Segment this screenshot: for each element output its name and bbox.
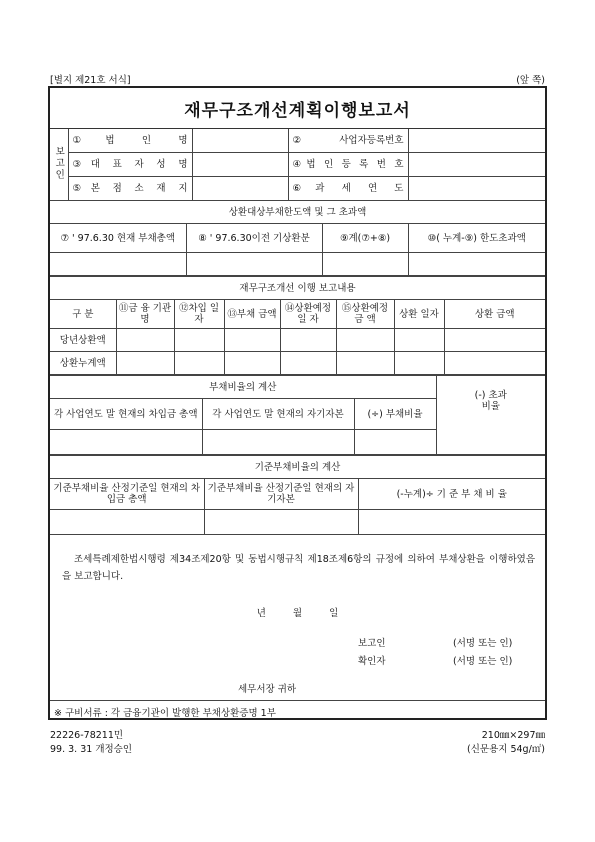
- rep-name-field[interactable]: [192, 153, 288, 177]
- total-debt-field[interactable]: [50, 253, 186, 276]
- equity-field[interactable]: [202, 430, 354, 455]
- base-borrowing-field[interactable]: [50, 510, 204, 535]
- title-row: [50, 88, 545, 129]
- attachment-note: ※ 구비서류 : 각 금융기관이 발행한 부채상환증명 1부: [54, 708, 276, 719]
- report-form: [48, 86, 547, 720]
- cell[interactable]: [394, 329, 444, 352]
- reporter-group-label: [50, 129, 68, 201]
- row-label-cumulative: 상환누계액: [50, 352, 116, 375]
- rep-name-label: ③대 표 자 성 명: [68, 153, 192, 177]
- limit-excess-header: ⑩( 누계-⑨) 한도초과액: [408, 224, 545, 253]
- total-borrowing-field[interactable]: [50, 430, 202, 455]
- cell[interactable]: [224, 352, 280, 375]
- base-debt-ratio-field[interactable]: [358, 510, 545, 535]
- corp-reg-no-field[interactable]: [408, 153, 545, 177]
- base-borrowing-header: 기준부채비율 산정기준일 현재의 차입금 총액: [50, 479, 204, 510]
- hq-address-label: ⑤본 점 소 재 지: [68, 177, 192, 201]
- total-debt-header: ⑦ ' 97.6.30 현재 부채총액: [50, 224, 186, 253]
- hq-address-field[interactable]: [192, 177, 288, 201]
- excess-ratio-header: [436, 376, 545, 455]
- reporter-table: [50, 129, 545, 201]
- total-borrowing-header: 각 사업연도 말 현재의 차입금 총액: [50, 399, 202, 430]
- ratio-section-title: 부채비율의 계산: [50, 376, 436, 399]
- biz-reg-no-field[interactable]: [408, 129, 545, 153]
- signer-reporter-sign[interactable]: (서명 또는 인): [453, 638, 513, 649]
- base-ratio-section-title: 기준부채비율의 계산: [50, 456, 545, 479]
- base-ratio-table: [50, 455, 545, 535]
- report-date: 년 월 일: [256, 608, 339, 619]
- cell[interactable]: [336, 352, 394, 375]
- repay-date-header: 상환 일자: [394, 300, 444, 329]
- corp-name-label: ①법 인 명: [68, 129, 192, 153]
- excess-ratio-label: (-) 초과비율: [474, 390, 507, 412]
- signer-reporter-role: 보고인: [358, 638, 386, 649]
- biz-reg-no-label: ②사업자등록번호: [288, 129, 408, 153]
- ratio-table: [50, 375, 545, 455]
- statement-area: [50, 535, 545, 701]
- addressee: 세무서장 귀하: [238, 684, 297, 695]
- cell[interactable]: [444, 352, 545, 375]
- base-equity-field[interactable]: [204, 510, 358, 535]
- category-header: 구 분: [50, 300, 116, 329]
- table-row: [50, 329, 545, 352]
- cell[interactable]: [444, 329, 545, 352]
- sum-header: ⑨계(⑦+⑧): [322, 224, 408, 253]
- borrow-date-header: ⑫차입 일자: [174, 300, 224, 329]
- limit-table: [50, 201, 545, 276]
- base-debt-ratio-header: (-누계)÷ 기 준 부 채 비 율: [358, 479, 545, 510]
- planned-date-header: ⑭상환예정 일 자: [280, 300, 336, 329]
- row-label-current-year: 당년상환액: [50, 329, 116, 352]
- page-side: (앞 쪽): [516, 75, 545, 86]
- reporter-label: 보고인: [53, 145, 65, 181]
- cell[interactable]: [280, 329, 336, 352]
- performance-table: [50, 276, 545, 375]
- table-row: [50, 352, 545, 375]
- paper-type: (신문용지 54g/㎡): [467, 744, 545, 755]
- form-number: [별지 제21호 서식]: [50, 75, 131, 86]
- prior-repaid-header: ⑧ ' 97.6.30이전 기상환분: [186, 224, 322, 253]
- limit-section-title: 상환대상부채한도액 및 그 초과액: [50, 201, 545, 224]
- signer-confirmer: [358, 653, 386, 667]
- debt-ratio-header: (÷) 부채비율: [354, 399, 436, 430]
- debt-amount-header: ⑬부채 금액: [224, 300, 280, 329]
- paper-size: 210㎜×297㎜: [481, 730, 545, 741]
- signer-reporter: [358, 635, 386, 649]
- planned-amount-header: ⑮상환예정 금 액: [336, 300, 394, 329]
- cell[interactable]: [224, 329, 280, 352]
- corp-reg-no-label: ④법 인 등 록 번 호: [288, 153, 408, 177]
- cell[interactable]: [174, 352, 224, 375]
- cell[interactable]: [116, 329, 174, 352]
- prior-repaid-field[interactable]: [186, 253, 322, 276]
- debt-ratio-field[interactable]: [354, 430, 436, 455]
- signer-confirmer-sign[interactable]: (서명 또는 인): [453, 656, 513, 667]
- base-equity-header: 기준부채비율 산정기준일 현재의 자기자본: [204, 479, 358, 510]
- bank-name-header: ⑪금 융 기관명: [116, 300, 174, 329]
- page-title: 재무구조개선계획이행보고서: [184, 100, 411, 121]
- cell[interactable]: [280, 352, 336, 375]
- signer-confirmer-role: 확인자: [358, 656, 386, 667]
- equity-header: 각 사업연도 말 현재의 자기자본: [202, 399, 354, 430]
- form-code: 22226-78211민: [50, 730, 124, 741]
- corp-name-field[interactable]: [192, 129, 288, 153]
- cell[interactable]: [116, 352, 174, 375]
- cell[interactable]: [336, 329, 394, 352]
- tax-year-field[interactable]: [408, 177, 545, 201]
- repay-amount-header: 상환 금액: [444, 300, 545, 329]
- cell[interactable]: [394, 352, 444, 375]
- approval-date: 99. 3. 31 개정승인: [50, 744, 133, 755]
- cell[interactable]: [174, 329, 224, 352]
- sum-field[interactable]: [322, 253, 408, 276]
- limit-excess-field[interactable]: [408, 253, 545, 276]
- statement-body: 조세특례제한법시행령 제34조제20항 및 동법시행규칙 제18조제6항의 규정에 의하여 부채상환을 이행하였음을 보고합니다.: [62, 554, 535, 582]
- performance-section-title: 재무구조개선 이행 보고내용: [50, 277, 545, 300]
- tax-year-label: ⑥과 세 연 도: [288, 177, 408, 201]
